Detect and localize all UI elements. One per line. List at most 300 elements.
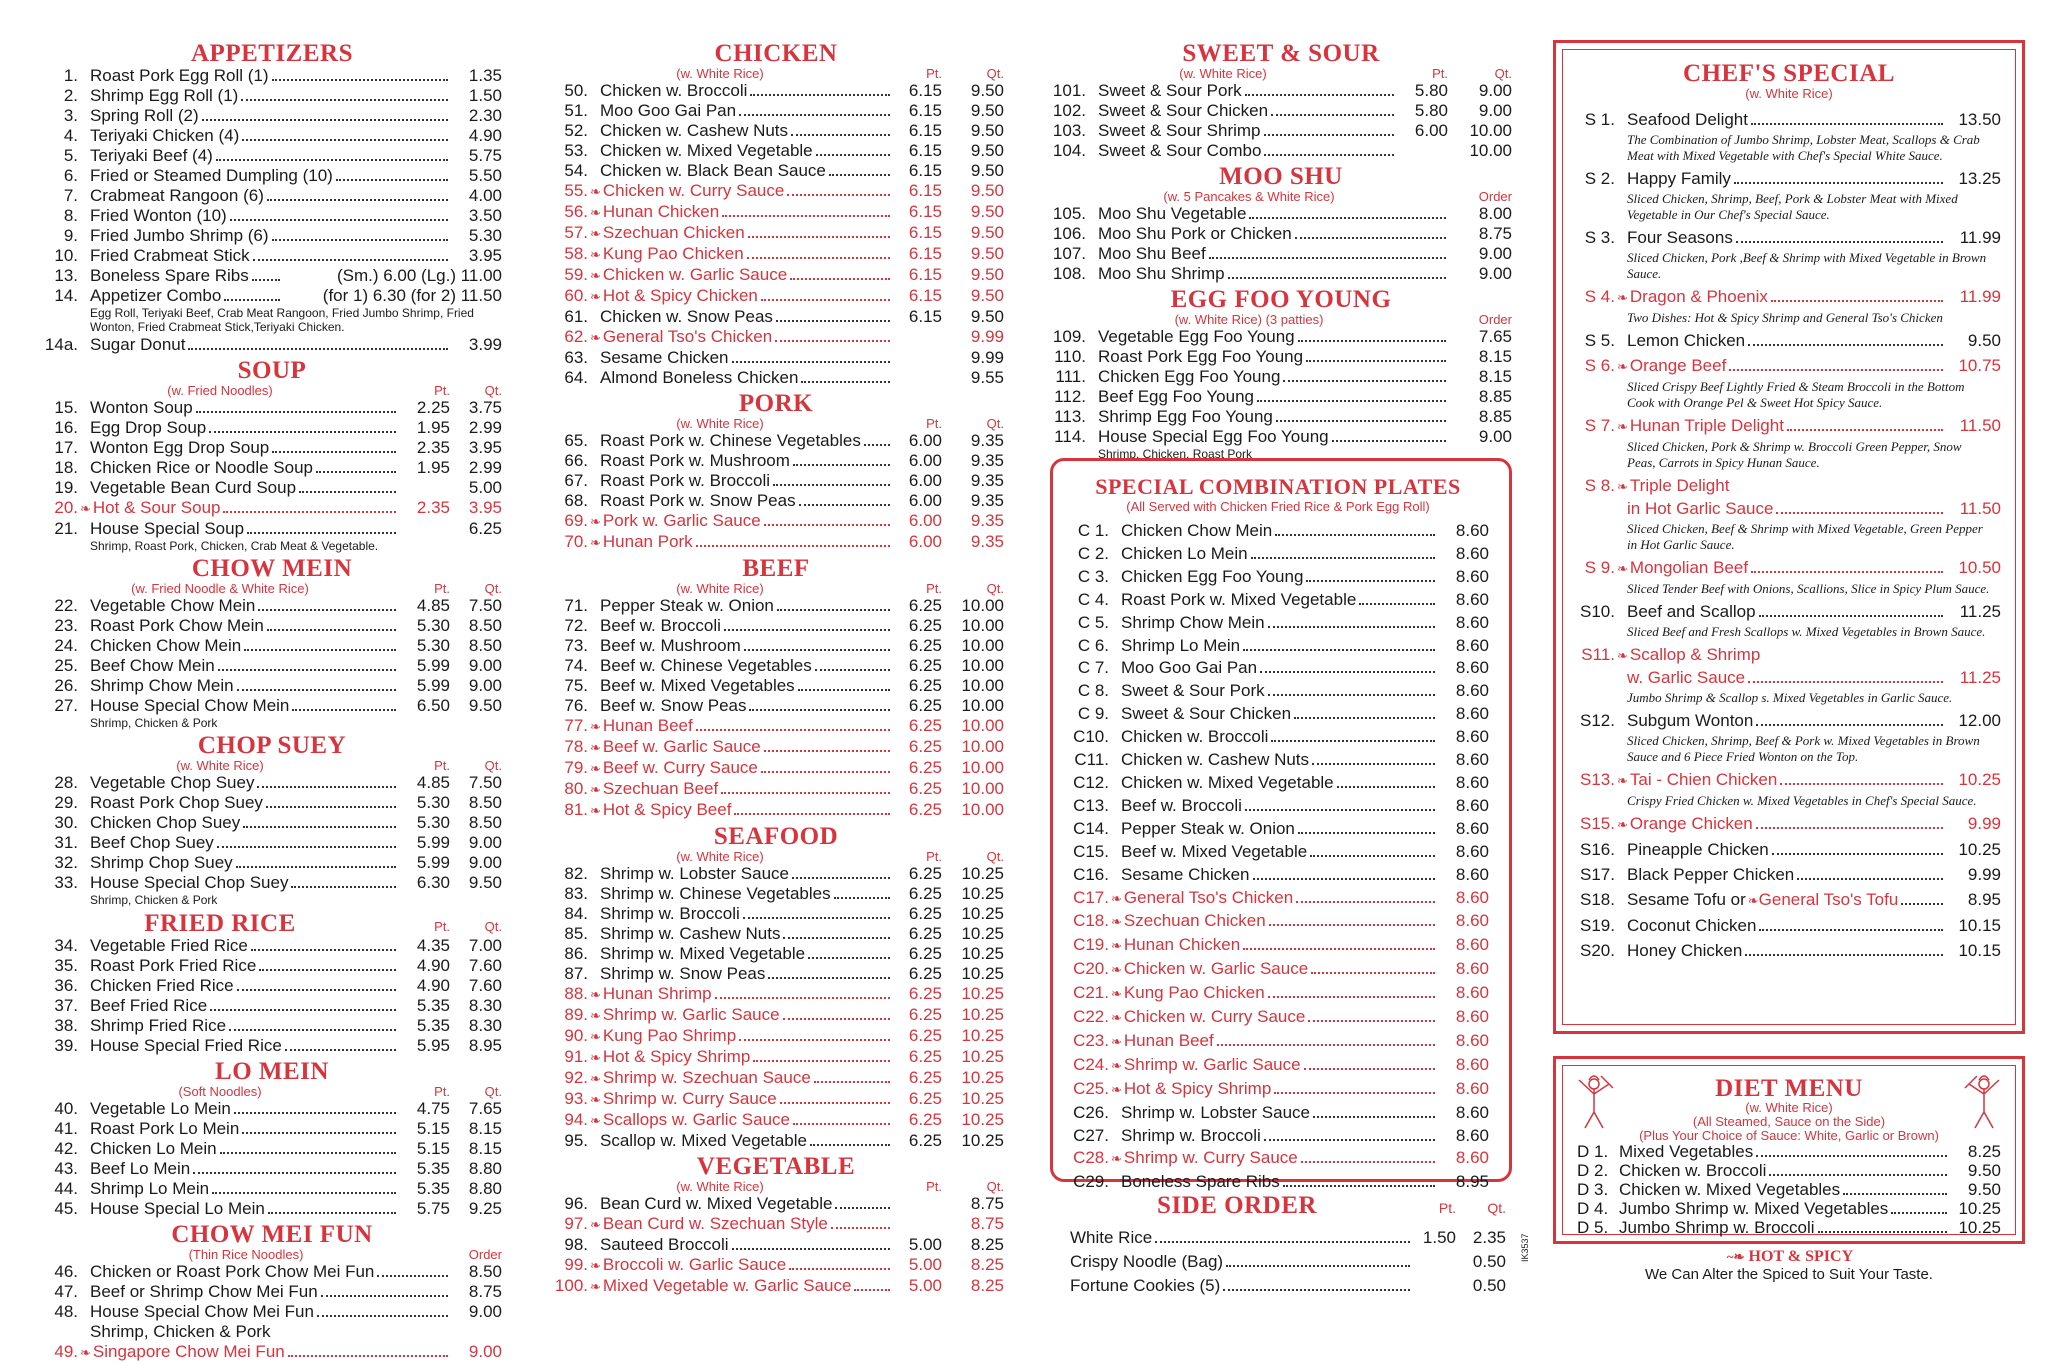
menu-item[interactable] bbox=[548, 924, 1004, 944]
item-number: 57. bbox=[564, 223, 588, 242]
menu-item[interactable] bbox=[1577, 769, 2001, 792]
menu-item[interactable] bbox=[1067, 864, 1489, 887]
item-price: 6.25 bbox=[468, 519, 502, 538]
item-number: 92. bbox=[564, 1068, 588, 1087]
menu-item[interactable] bbox=[42, 996, 502, 1016]
menu-item[interactable] bbox=[1577, 889, 2001, 912]
item-number: C16. bbox=[1073, 864, 1109, 884]
menu-item[interactable] bbox=[42, 418, 502, 438]
item-name: Shrimp w. Szechuan Sauce bbox=[602, 1068, 811, 1087]
menu-item[interactable] bbox=[42, 146, 502, 166]
menu-item[interactable] bbox=[548, 1214, 1004, 1235]
menu-item[interactable] bbox=[548, 81, 1004, 101]
menu-item[interactable] bbox=[1067, 1147, 1489, 1171]
menu-item[interactable] bbox=[548, 1089, 1004, 1110]
side-order-title: SIDE ORDER bbox=[1157, 1192, 1317, 1219]
item-price: 8.50 bbox=[468, 793, 502, 812]
menu-item[interactable] bbox=[1067, 703, 1489, 726]
menu-item[interactable] bbox=[1067, 680, 1489, 703]
menu-item[interactable] bbox=[1067, 910, 1489, 934]
item-name: Beef Lo Mein bbox=[90, 1159, 191, 1178]
menu-item[interactable] bbox=[548, 1026, 1004, 1047]
menu-item[interactable] bbox=[1067, 520, 1489, 543]
menu-item[interactable] bbox=[42, 106, 502, 126]
menu-item[interactable] bbox=[42, 793, 502, 813]
menu-item[interactable] bbox=[548, 223, 1004, 244]
leader-dots bbox=[764, 750, 890, 752]
menu-item[interactable] bbox=[1577, 1181, 2001, 1200]
menu-item[interactable] bbox=[1577, 415, 2001, 438]
menu-item[interactable] bbox=[1070, 1250, 1506, 1274]
menu-item[interactable] bbox=[1577, 1143, 2001, 1162]
item-name: Roast Pork w. Broccoli bbox=[600, 471, 771, 490]
menu-item[interactable] bbox=[548, 1131, 1004, 1151]
item-price: 8.75 bbox=[970, 1194, 1004, 1213]
item-name: Tai - Chien Chicken bbox=[1629, 770, 1778, 789]
item-price: 6.25 bbox=[908, 1110, 942, 1129]
leader-dots bbox=[1843, 1193, 1947, 1195]
menu-item[interactable] bbox=[42, 1262, 502, 1282]
menu-item[interactable] bbox=[548, 368, 1004, 388]
item-price: 10.00 bbox=[961, 758, 1004, 777]
item-name: Chicken w. Curry Sauce bbox=[602, 181, 785, 200]
menu-item[interactable] bbox=[42, 478, 502, 498]
item-name: Shrimp Lo Mein bbox=[1121, 635, 1241, 655]
menu-item[interactable] bbox=[42, 833, 502, 853]
menu-item[interactable] bbox=[548, 1255, 1004, 1276]
item-price: 6.25 bbox=[908, 904, 942, 923]
item-number: 113. bbox=[1054, 407, 1086, 426]
menu-item[interactable] bbox=[42, 1342, 502, 1363]
item-name: Scallops w. Garlic Sauce bbox=[602, 1110, 790, 1129]
item-price: 8.60 bbox=[1455, 589, 1489, 609]
item-price: 8.30 bbox=[468, 1016, 502, 1035]
item-price: 6.15 bbox=[908, 286, 942, 305]
item-price: 8.25 bbox=[970, 1255, 1004, 1274]
menu-item[interactable] bbox=[1067, 612, 1489, 635]
item-number: 48. bbox=[54, 1302, 78, 1321]
item-name: Beef and Scallop bbox=[1627, 602, 1756, 621]
menu-item[interactable] bbox=[1050, 347, 1512, 367]
leader-dots bbox=[1251, 557, 1435, 559]
menu-item[interactable] bbox=[42, 166, 502, 186]
menu-item[interactable] bbox=[42, 676, 502, 696]
menu-item[interactable] bbox=[548, 431, 1004, 451]
menu-item[interactable] bbox=[42, 126, 502, 146]
item-name: Moo Goo Gai Pan bbox=[600, 101, 737, 120]
item-note: Shrimp, Chicken & Pork bbox=[90, 716, 218, 730]
menu-item[interactable] bbox=[42, 246, 502, 266]
menu-item[interactable] bbox=[42, 1302, 502, 1322]
menu-item[interactable] bbox=[1067, 1030, 1489, 1054]
item-price: 10.00 bbox=[961, 656, 1004, 675]
menu-item[interactable] bbox=[1050, 141, 1512, 161]
leader-dots bbox=[1283, 380, 1446, 382]
menu-item[interactable] bbox=[42, 596, 502, 616]
item-price: 6.25 bbox=[908, 1026, 942, 1045]
menu-item[interactable] bbox=[42, 186, 502, 206]
leader-dots bbox=[224, 299, 280, 301]
menu-item[interactable] bbox=[1067, 635, 1489, 658]
menu-item[interactable] bbox=[42, 1159, 502, 1179]
item-name: Chicken Chow Mein bbox=[90, 636, 242, 655]
menu-item[interactable] bbox=[1067, 543, 1489, 566]
menu-item[interactable] bbox=[1067, 749, 1489, 772]
section-header bbox=[42, 908, 502, 936]
menu-item[interactable] bbox=[548, 716, 1004, 737]
item-description: Sliced Chicken, Shrimp, Beef & Pork w. Mixed Vegetables in Brown Sauce and 6 Piece Fried Wonton on the Top. bbox=[1627, 733, 1980, 764]
menu-item[interactable] bbox=[548, 307, 1004, 327]
menu-item[interactable] bbox=[548, 1276, 1004, 1297]
item-price: 5.15 bbox=[416, 1119, 450, 1138]
leader-dots bbox=[1759, 929, 1943, 931]
item-price: 2.99 bbox=[468, 418, 502, 437]
item-number: 30. bbox=[54, 813, 78, 832]
menu-item[interactable] bbox=[42, 1036, 502, 1056]
item-price: 10.25 bbox=[961, 1047, 1004, 1066]
item-number: 15. bbox=[54, 398, 78, 417]
item-name: Chicken w. Mixed Vegetables bbox=[1619, 1180, 1841, 1199]
item-name: Shrimp Egg Foo Young bbox=[1098, 407, 1273, 426]
menu-item[interactable] bbox=[42, 498, 502, 519]
menu-item[interactable] bbox=[42, 66, 502, 86]
menu-item[interactable] bbox=[1067, 566, 1489, 589]
item-name: Fried or Steamed Dumpling (10) bbox=[90, 166, 333, 185]
item-price: 4.35 bbox=[416, 936, 450, 955]
hot-pepper-icon: ❧ bbox=[1617, 561, 1628, 576]
menu-item[interactable] bbox=[1067, 1125, 1489, 1148]
item-name: Vegetable Egg Foo Young bbox=[1098, 327, 1295, 346]
menu-item[interactable] bbox=[42, 1139, 502, 1159]
menu-item[interactable] bbox=[548, 779, 1004, 800]
item-number: 50. bbox=[564, 81, 588, 100]
menu-item[interactable] bbox=[42, 458, 502, 478]
menu-item[interactable] bbox=[548, 904, 1004, 924]
menu-item[interactable] bbox=[548, 121, 1004, 141]
menu-item[interactable] bbox=[1067, 1054, 1489, 1078]
menu-item[interactable] bbox=[548, 1005, 1004, 1026]
section-subtitle: (Thin Rice Noodles) bbox=[188, 1247, 304, 1262]
leader-dots bbox=[317, 1315, 448, 1317]
leader-dots bbox=[734, 813, 890, 815]
leader-dots bbox=[1257, 400, 1446, 402]
menu-item[interactable] bbox=[1577, 1162, 2001, 1181]
item-number: 22. bbox=[54, 596, 78, 615]
item-price: 2.25 bbox=[416, 398, 450, 417]
item-price: 1.95 bbox=[416, 418, 450, 437]
item-number: 14. bbox=[54, 286, 78, 305]
menu-item[interactable] bbox=[548, 202, 1004, 223]
leader-dots bbox=[272, 451, 396, 453]
menu-item[interactable] bbox=[548, 327, 1004, 348]
leader-dots bbox=[1209, 257, 1446, 259]
menu-item[interactable] bbox=[548, 696, 1004, 716]
item-number: 79. bbox=[564, 758, 588, 777]
item-price: 8.60 bbox=[1455, 704, 1489, 724]
item-name: Pineapple Chicken bbox=[1627, 840, 1769, 859]
item-price: 8.25 bbox=[1967, 1142, 2001, 1161]
menu-item[interactable] bbox=[1050, 427, 1512, 447]
menu-item[interactable] bbox=[548, 511, 1004, 532]
menu-item[interactable] bbox=[42, 616, 502, 636]
item-price: 10.25 bbox=[1958, 840, 2001, 859]
menu-item[interactable] bbox=[1067, 589, 1489, 612]
menu-item[interactable] bbox=[42, 438, 502, 458]
item-name: Almond Boneless Chicken bbox=[600, 368, 799, 387]
menu-item[interactable] bbox=[1577, 355, 2001, 378]
menu-item[interactable] bbox=[42, 1282, 502, 1302]
item-price: 8.60 bbox=[1455, 841, 1489, 861]
menu-item[interactable] bbox=[1067, 841, 1489, 864]
item-number: 32. bbox=[54, 853, 78, 872]
leader-dots bbox=[1253, 878, 1435, 880]
item-price: 10.25 bbox=[961, 964, 1004, 983]
item-number: 66. bbox=[564, 451, 588, 470]
menu-item[interactable] bbox=[1067, 772, 1489, 795]
item-price: 10.00 bbox=[961, 696, 1004, 715]
item-price: 5.99 bbox=[416, 656, 450, 675]
item-number: 23. bbox=[54, 616, 78, 635]
item-price: 9.99 bbox=[970, 327, 1004, 346]
section-subtitle-row bbox=[42, 1247, 502, 1262]
menu-item[interactable] bbox=[1067, 1006, 1489, 1030]
menu-item[interactable] bbox=[1070, 1274, 1506, 1298]
item-price: 8.60 bbox=[1455, 1078, 1489, 1098]
item-number: 54. bbox=[564, 161, 588, 180]
menu-item[interactable] bbox=[548, 491, 1004, 511]
menu-item[interactable] bbox=[548, 1194, 1004, 1214]
leader-dots bbox=[288, 1355, 448, 1357]
item-number: S 3. bbox=[1584, 228, 1615, 247]
menu-item[interactable] bbox=[548, 964, 1004, 984]
menu-item[interactable] bbox=[1577, 330, 2001, 352]
menu-item[interactable] bbox=[1577, 839, 2001, 861]
menu-item[interactable] bbox=[1050, 81, 1512, 101]
section-subtitle-row bbox=[548, 581, 1004, 596]
menu-item[interactable] bbox=[1050, 101, 1512, 121]
menu-item[interactable] bbox=[42, 853, 502, 873]
menu-item[interactable] bbox=[548, 451, 1004, 471]
item-name: Chicken w. Snow Peas bbox=[600, 307, 773, 326]
item-number: 88. bbox=[564, 984, 588, 1003]
menu-item[interactable] bbox=[548, 737, 1004, 758]
item-price: 8.60 bbox=[1455, 750, 1489, 770]
item-price: 8.60 bbox=[1455, 959, 1489, 979]
menu-item[interactable] bbox=[1577, 1219, 2001, 1238]
item-price: 8.60 bbox=[1455, 1054, 1489, 1074]
menu-item[interactable] bbox=[1577, 286, 2001, 309]
menu-item[interactable] bbox=[42, 696, 502, 716]
item-price: 9.00 bbox=[468, 1342, 502, 1361]
menu-item[interactable] bbox=[42, 1179, 502, 1199]
menu-item[interactable] bbox=[1067, 887, 1489, 911]
menu-item[interactable] bbox=[42, 636, 502, 656]
item-number: 63. bbox=[564, 348, 588, 367]
menu-item[interactable] bbox=[548, 984, 1004, 1005]
menu-item[interactable] bbox=[42, 1099, 502, 1119]
leader-dots bbox=[1298, 832, 1435, 834]
menu-item[interactable] bbox=[1067, 726, 1489, 749]
menu-item[interactable] bbox=[548, 800, 1004, 821]
menu-item[interactable] bbox=[548, 161, 1004, 181]
menu-item[interactable] bbox=[548, 141, 1004, 161]
menu-item[interactable] bbox=[548, 884, 1004, 904]
menu-item[interactable] bbox=[42, 813, 502, 833]
leader-dots bbox=[1797, 878, 1943, 880]
column-header: Qt. bbox=[484, 919, 502, 934]
section-subtitle-row bbox=[548, 849, 1004, 864]
menu-item[interactable] bbox=[42, 873, 502, 893]
menu-item[interactable] bbox=[1050, 244, 1512, 264]
menu-item[interactable] bbox=[1067, 795, 1489, 818]
leader-dots bbox=[1276, 420, 1446, 422]
hot-pepper-icon: ❧ bbox=[1111, 914, 1122, 930]
item-name: Sesame Tofu or bbox=[1627, 890, 1746, 909]
item-price: 5.00 bbox=[468, 478, 502, 497]
menu-item[interactable] bbox=[42, 206, 502, 226]
menu-item[interactable] bbox=[548, 286, 1004, 307]
menu-item[interactable] bbox=[1577, 168, 2001, 190]
item-price: 9.50 bbox=[970, 161, 1004, 180]
menu-item[interactable] bbox=[548, 596, 1004, 616]
menu-item[interactable] bbox=[42, 226, 502, 246]
item-number: 27. bbox=[54, 696, 78, 715]
menu-item[interactable] bbox=[1050, 367, 1512, 387]
menu-item[interactable] bbox=[1067, 818, 1489, 841]
menu-item[interactable] bbox=[1577, 475, 2001, 498]
item-name: Hunan Shrimp bbox=[602, 984, 712, 1003]
menu-item[interactable] bbox=[548, 265, 1004, 286]
leader-dots bbox=[783, 1018, 890, 1020]
menu-item[interactable] bbox=[1577, 710, 2001, 732]
leader-dots bbox=[1268, 996, 1435, 998]
item-price: 10.00 bbox=[961, 737, 1004, 756]
menu-item[interactable] bbox=[548, 1047, 1004, 1068]
menu-item[interactable] bbox=[548, 101, 1004, 121]
leader-dots bbox=[1264, 1139, 1435, 1141]
menu-item[interactable] bbox=[1577, 227, 2001, 249]
menu-item[interactable] bbox=[42, 656, 502, 676]
menu-item[interactable] bbox=[548, 181, 1004, 202]
menu-item[interactable] bbox=[1067, 1102, 1489, 1125]
menu-item[interactable] bbox=[1577, 109, 2001, 131]
leader-dots bbox=[272, 79, 448, 81]
item-price: 9.50 bbox=[970, 223, 1004, 242]
item-name: Honey Chicken bbox=[1627, 941, 1743, 960]
menu-item[interactable] bbox=[548, 244, 1004, 265]
menu-item[interactable] bbox=[1070, 1226, 1506, 1250]
leader-dots bbox=[236, 866, 396, 868]
menu-item[interactable] bbox=[1577, 1200, 2001, 1219]
menu-item[interactable] bbox=[1577, 915, 2001, 937]
menu-item[interactable] bbox=[548, 676, 1004, 696]
menu-item[interactable] bbox=[1067, 1078, 1489, 1102]
leader-dots bbox=[220, 1152, 396, 1154]
menu-item[interactable] bbox=[42, 1199, 502, 1219]
item-price: 6.00 bbox=[908, 471, 942, 490]
leader-dots bbox=[748, 236, 890, 238]
leader-dots bbox=[1264, 154, 1394, 156]
section-title: CHOP SUEY bbox=[197, 732, 347, 759]
hot-pepper-icon: ❧ bbox=[590, 514, 601, 529]
item-name: Fried Jumbo Shrimp (6) bbox=[90, 226, 269, 245]
menu-item[interactable] bbox=[548, 1110, 1004, 1131]
leader-dots bbox=[336, 179, 448, 181]
menu-item[interactable] bbox=[1067, 657, 1489, 680]
leader-dots bbox=[259, 969, 396, 971]
menu-item[interactable] bbox=[1050, 264, 1512, 284]
menu-item[interactable] bbox=[1067, 958, 1489, 982]
item-number: C28. bbox=[1073, 1148, 1109, 1168]
menu-item[interactable] bbox=[42, 936, 502, 956]
item-price: 6.50 bbox=[416, 696, 450, 715]
menu-item[interactable] bbox=[1577, 601, 2001, 623]
side-order-header bbox=[1070, 1190, 1506, 1218]
menu-item[interactable] bbox=[1577, 557, 2001, 580]
item-description: Sliced Tender Beef with Onions, Scallions, Slice in Spicy Plum Sauce. bbox=[1627, 581, 1990, 596]
menu-item[interactable] bbox=[1577, 864, 2001, 886]
menu-item[interactable] bbox=[548, 758, 1004, 779]
menu-item[interactable] bbox=[1577, 813, 2001, 836]
menu-item[interactable] bbox=[1050, 387, 1512, 407]
menu-item[interactable] bbox=[42, 335, 502, 355]
menu-item[interactable] bbox=[42, 976, 502, 996]
item-name: Shrimp w. Garlic Sauce bbox=[602, 1005, 780, 1024]
menu-item[interactable] bbox=[1050, 204, 1512, 224]
menu-item[interactable] bbox=[548, 1068, 1004, 1089]
menu-item[interactable] bbox=[1050, 121, 1512, 141]
item-description: Sliced Chicken, Beef & Shrimp with Mixed Vegetable, Green Pepper in Hot Garlic Sauce. bbox=[1627, 521, 1983, 552]
menu-item[interactable] bbox=[548, 1235, 1004, 1255]
menu-item[interactable] bbox=[548, 348, 1004, 368]
menu-item[interactable] bbox=[548, 532, 1004, 553]
item-name: Hunan Beef bbox=[1123, 1030, 1214, 1050]
item-name: Shrimp Lo Mein bbox=[90, 1179, 210, 1198]
menu-item[interactable] bbox=[42, 1016, 502, 1036]
menu-item[interactable] bbox=[42, 773, 502, 793]
menu-item[interactable] bbox=[1067, 934, 1489, 958]
item-price: 2.35 bbox=[416, 438, 450, 457]
item-name: Shrimp Fried Rice bbox=[90, 1016, 227, 1035]
column-header: Order bbox=[1478, 189, 1512, 204]
menu-item[interactable] bbox=[1050, 327, 1512, 347]
item-price: 9.00 bbox=[468, 833, 502, 852]
menu-item[interactable] bbox=[1577, 940, 2001, 962]
menu-item[interactable] bbox=[548, 944, 1004, 964]
item-description: Two Dishes: Hot & Spicy Shrimp and General Tso's Chicken bbox=[1627, 310, 1943, 325]
item-description: Sliced Chicken, Pork & Shrimp w. Broccoli Green Pepper, Snow Peas, Carrots in Spicy Hunan Sauce. bbox=[1627, 439, 1962, 470]
menu-item[interactable] bbox=[548, 636, 1004, 656]
menu-item[interactable] bbox=[548, 616, 1004, 636]
menu-item[interactable] bbox=[42, 1119, 502, 1139]
menu-item[interactable] bbox=[1050, 407, 1512, 427]
menu-item[interactable] bbox=[42, 86, 502, 106]
menu-item[interactable] bbox=[1067, 982, 1489, 1006]
menu-item[interactable] bbox=[548, 656, 1004, 676]
menu-item[interactable] bbox=[42, 266, 502, 286]
item-name: Crabmeat Rangoon (6) bbox=[90, 186, 264, 205]
menu-item[interactable] bbox=[1577, 644, 2001, 667]
menu-item[interactable] bbox=[42, 398, 502, 418]
menu-item[interactable] bbox=[548, 864, 1004, 884]
item-price: 6.25 bbox=[908, 800, 942, 819]
menu-item[interactable] bbox=[548, 471, 1004, 491]
menu-item[interactable] bbox=[1050, 224, 1512, 244]
menu-item[interactable] bbox=[42, 956, 502, 976]
item-price: 4.00 bbox=[468, 186, 502, 205]
menu-item[interactable] bbox=[42, 286, 502, 306]
menu-item[interactable] bbox=[42, 519, 502, 539]
